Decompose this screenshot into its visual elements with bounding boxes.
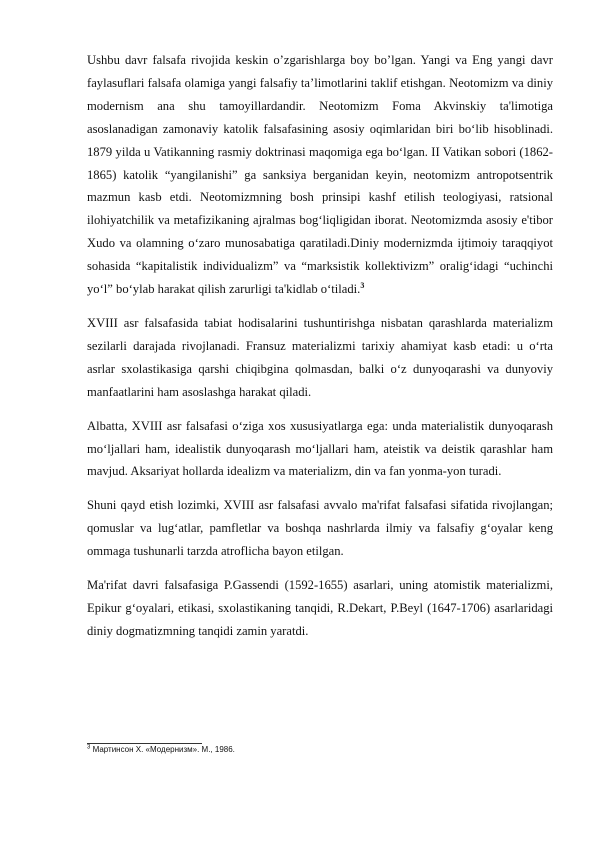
document-body: [87, 49, 553, 654]
footnote-text: Мартинсон X. «Модернизм». М., 1986.: [90, 745, 235, 754]
paragraph-materializm: [87, 312, 553, 404]
footnote: [87, 744, 553, 756]
footnote-reference[interactable]: 3: [360, 280, 365, 290]
paragraph-gassendi: [87, 574, 553, 643]
paragraph-text: Ma'rifat davri falsafasiga P.Gassendi (1592-1655) asarlari, uning atomistik materializmi, Epikur g‘oyalari, etikasi, sxolastikaning tanqidi, R.Dekart, P.Beyl (1647-1706) asarlaridagi diniy dogmatizmning tanqidi zamin yaratdi.: [87, 578, 553, 638]
paragraph-text: Albatta, XVIII asr falsafasi o‘ziga xos xususiyatlarga ega: unda materialistik dunyoqarash mo‘ljallari ham, idealistik dunyoqarash mo‘ljallari ham, ateistik va deistik qarashlar ham mavjud. Aksariyat hollarda idealizm va materializm, din va fan yonma-yon turadi.: [87, 418, 553, 479]
paragraph-xususiyatlar: [87, 415, 553, 484]
paragraph-marifat: [87, 494, 553, 563]
paragraph-text: XVIII asr falsafasida tabiat hodisalarini tushuntirishga nisbatan qarashlarda materializm sezilarli darajada rivojlanadi. Fransuz materializmi tarixiy ahamiyat kasb etadi: u o‘rta asrlar sxolastikasiga qarshi chiqibgina qolmasdan, balki o‘z dunyoqarashi va dunyoviy manfaatlarini ham asoslashga harakat qiladi.: [87, 315, 553, 399]
paragraph-text: Shuni qayd etish lozimki, XVIII asr falsafasi avvalo ma'rifat falsafasi sifatida rivojlangan; qomuslar va lug‘atlar, pamfletlar va boshqa nashrlarda ilmiy va falsafiy g‘oyalar keng ommaga tushunarli tarzda atroflicha bayon etilgan.: [87, 498, 553, 559]
paragraph-neotomizm: [87, 49, 553, 301]
paragraph-text: Ushbu davr falsafa rivojida keskin o’zgarishlarga boy bo’lgan. Yangi va Eng yangi davr faylasuflari falsafa olamiga yangi falsafiy ta’limotlarini taklif etishgan. Neotomizm va diniy modernism ana shu tamoyillardandir. Neotomizm Foma Akvinskiy ta'limotiga asoslanadigan zamonaviy katolik falsafasining asosiy oqimlaridan biri bo‘lib hisoblinadi. 1879 yilda u Vatikanning rasmiy doktrinasi maqomiga ega bo‘lgan. II Vatikan sobori (1862-1865) katolik “yangilanishi” ga sanksiya berganidan keyin, neotomizm antropotsentrik mazmun kasb etdi. Neotomizmning bosh prinsipi kashf etilish teologiyasi, ratsional ilohiyatchilik va metafizikaning ajralmas bog‘liqligidan iborat. Neotomizmda asosiy e'tibor Xudo va olamning o‘zaro munosabatiga qaratiladi.Diniy modernizmda ijtimoiy taraqqiyot sohasida “kapitalistik individualizm” va “marksistik kollektivizm” oralig‘idagi “uchinchi yo‘l” bo‘ylab harakat qilish zarurligi ta'kidlab o‘tiladi.: [87, 53, 553, 297]
footnote-number: 3: [87, 744, 91, 751]
